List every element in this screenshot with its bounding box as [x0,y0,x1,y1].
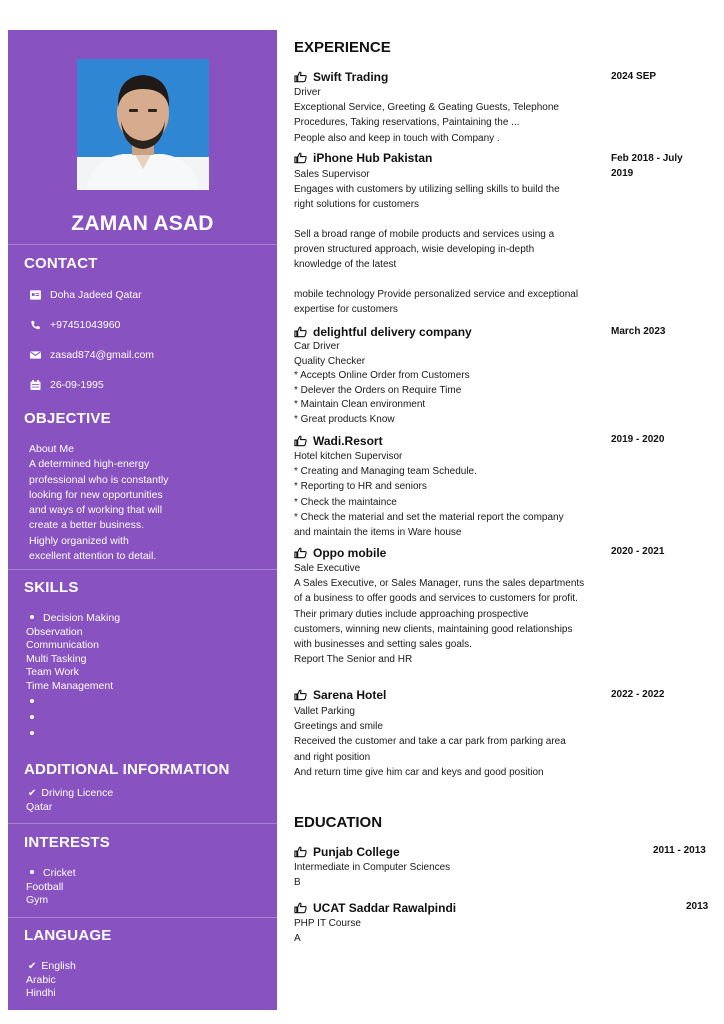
detail-line: * Check the material and set the material report the company [294,511,564,523]
language-heading: LANGUAGE [24,927,112,944]
profile-photo [77,59,209,190]
sidebar [8,30,277,1010]
experience-details [294,167,616,318]
skill-item [26,612,120,626]
school-name: Punjab College [313,845,400,859]
detail-line: Hotel kitchen Supervisor [294,451,403,462]
skill-item: Observation [26,625,83,638]
detail-line: * Accepts Online Order from Customers [294,370,470,382]
objective-line: Highly organized with [29,534,129,547]
detail-line: Report The Senior and HR [294,654,413,666]
pointing-hand-icon [294,326,307,338]
experience-date [611,432,664,447]
experience-date [611,324,665,339]
education-entry-punjab-college [294,845,714,859]
pointing-hand-icon [294,846,307,858]
education-details [294,860,616,890]
date-line: 2019 [611,168,634,179]
pointing-hand-icon [294,152,307,164]
detail-line: B [294,877,301,889]
profile-photo-illustration [77,59,209,190]
candidate-name: ZAMAN ASAD [71,212,214,235]
divider [8,244,277,245]
detail-line: Sales Supervisor [294,169,370,180]
bullet-icon [30,715,34,719]
detail-line: knowledge of the latest [294,259,397,271]
detail-line: People also and keep in touch with Company . [294,132,500,144]
check-icon: ✔ [28,961,37,972]
bullet-icon [30,699,34,703]
detail-line: of a business to offer goods and services to customers for profit. [294,593,578,605]
contact-birthdate-text: 26-09-1995 [50,379,104,391]
detail-line: Sale Executive [294,563,361,574]
education-details [294,916,616,946]
interests-list [26,867,76,908]
detail-line: * Check the maintaince [294,496,397,508]
contact-heading: CONTACT [24,255,98,272]
detail-line: * Great products Know [294,413,395,425]
detail-blank-line [294,213,616,227]
detail-line: Sell a broad range of mobile products and services using a [294,228,555,240]
envelope-icon [28,350,42,361]
detail-line: Exceptional Service, Greeting & Geating Guests, Telephone [294,102,559,114]
detail-line: with businesses and setting sales goals. [294,639,472,651]
experience-details [294,704,616,780]
school-name: UCAT Saddar Rawalpindi [313,901,457,915]
empty-bullet [26,709,120,725]
bullet-icon [30,870,34,874]
divider [8,569,277,570]
company-name: iPhone Hub Pakistan [313,151,433,165]
interest-item: Gym [26,894,49,907]
additional-info-heading: ADDITIONAL INFORMATION [24,761,230,778]
contact-email [28,349,154,361]
pointing-hand-icon [294,435,307,447]
date-line: 2019 - 2020 [611,434,665,445]
detail-line: * Maintain Clean environment [294,399,426,411]
education-date: 2013 [686,901,709,912]
date-line: Feb 2018 - July [611,153,683,164]
detail-line: Vallet Parking [294,706,355,717]
empty-bullet [26,725,120,741]
date-line: March 2023 [611,326,666,337]
detail-line: and maintain the items in Ware house [294,527,462,539]
skill-item: Multi Tasking [26,652,87,665]
interest-item: Football [26,880,64,893]
detail-line: Engages with customers by utilizing selling skills to build the [294,184,560,196]
contact-email-text[interactable]: zasad874@gmail.com [50,349,155,361]
experience-details [294,561,616,667]
experience-date [611,69,656,84]
skills-heading: SKILLS [24,579,79,596]
detail-line: Received the customer and take a car park from parking area [294,736,566,748]
bullet-icon [30,615,34,619]
interests-heading: INTERESTS [24,834,110,851]
detail-line: customers, winning new clients, maintaining good relationships [294,623,573,635]
detail-line: * Delever the Orders on Require Time [294,384,462,396]
detail-line: expertise for customers [294,304,398,316]
detail-line: PHP IT Course [294,918,361,929]
education-date: 2011 - 2013 [653,845,706,856]
company-name: Oppo mobile [313,546,387,560]
id-card-icon [28,290,42,301]
pointing-hand-icon [294,71,307,83]
detail-line: * Reporting to HR and seniors [294,481,427,493]
detail-line: And return time give him car and keys and good position [294,766,544,778]
language-item [26,960,76,974]
language-list [26,960,76,1001]
divider [8,823,277,824]
skill-item: Communication [26,639,99,652]
objective-line: and ways of working that will [29,504,163,517]
empty-bullet [26,694,120,710]
experience-date [611,544,664,559]
contact-birthdate [28,379,104,391]
interest-item [26,867,76,881]
objective-line: excellent attention to detail. [29,550,157,563]
date-line: 2020 - 2021 [611,546,665,557]
detail-blank-line [294,272,616,287]
experience-details [294,449,616,540]
calendar-icon [28,380,42,391]
detail-line: Procedures, Taking reservations, Paintaining the ... [294,117,520,129]
objective-line: professional who is constantly [29,473,169,486]
experience-date [611,687,664,702]
contact-phone [28,319,120,331]
objective-line: A determined high-energy [29,458,150,471]
skill-item: Team Work [26,666,79,679]
detail-line: mobile technology Provide personalized service and exceptional [294,289,579,301]
bullet-icon [30,731,34,735]
additional-item: Qatar [26,800,53,813]
detail-line: and right position [294,751,371,763]
objective-line: create a better business. [29,519,144,532]
experience-details [294,85,616,146]
education-heading: EDUCATION [294,814,383,831]
objective-line: About Me [29,443,74,455]
experience-date [611,151,683,181]
detail-line: A Sales Executive, or Sales Manager, runs the sales departments [294,578,585,590]
pointing-hand-icon [294,689,307,701]
objective-line: looking for new opportunities [29,488,163,501]
detail-line: Quality Checker [294,355,366,367]
contact-address-text: Doha Jadeed Qatar [50,289,142,301]
detail-line: Car Driver [294,341,340,352]
skills-list [26,612,120,741]
detail-line: Their primary duties include approaching prospective [294,608,529,620]
detail-line: A [294,933,301,945]
objective-text [29,442,204,564]
objective-heading: OBJECTIVE [24,410,111,427]
additional-info-list [26,787,113,814]
language-text: English [41,960,76,972]
company-name: delightful delivery company [313,325,472,339]
additional-text: Driving Licence [41,787,114,799]
detail-line: * Creating and Managing team Schedule. [294,466,477,478]
date-line: 2024 SEP [611,71,657,82]
phone-icon [28,320,42,331]
detail-line: Driver [294,87,321,98]
additional-item [26,787,113,801]
divider [8,917,277,918]
pointing-hand-icon [294,902,307,914]
detail-line: right solutions for customers [294,199,420,211]
company-name: Swift Trading [313,70,389,84]
detail-line: Greetings and smile [294,721,383,733]
language-item: Arabic [26,973,56,986]
company-name: Sarena Hotel [313,688,387,702]
skill-text: Decision Making [43,612,121,624]
language-item: Hindhi [26,987,56,1000]
date-line: 2022 - 2022 [611,689,665,700]
contact-phone-text[interactable]: +97451043960 [50,319,121,331]
contact-address [28,289,142,301]
skill-item: Time Management [26,679,114,692]
interest-text: Cricket [43,867,76,879]
education-entry-ucat [294,901,714,915]
detail-line: Intermediate in Computer Sciences [294,862,451,873]
experience-details [294,340,616,428]
check-icon: ✔ [28,788,37,799]
company-name: Wadi.Resort [313,434,383,448]
experience-heading: EXPERIENCE [294,39,391,56]
detail-line: proven structured approach, wisie developing in-depth [294,243,535,255]
pointing-hand-icon [294,547,307,559]
